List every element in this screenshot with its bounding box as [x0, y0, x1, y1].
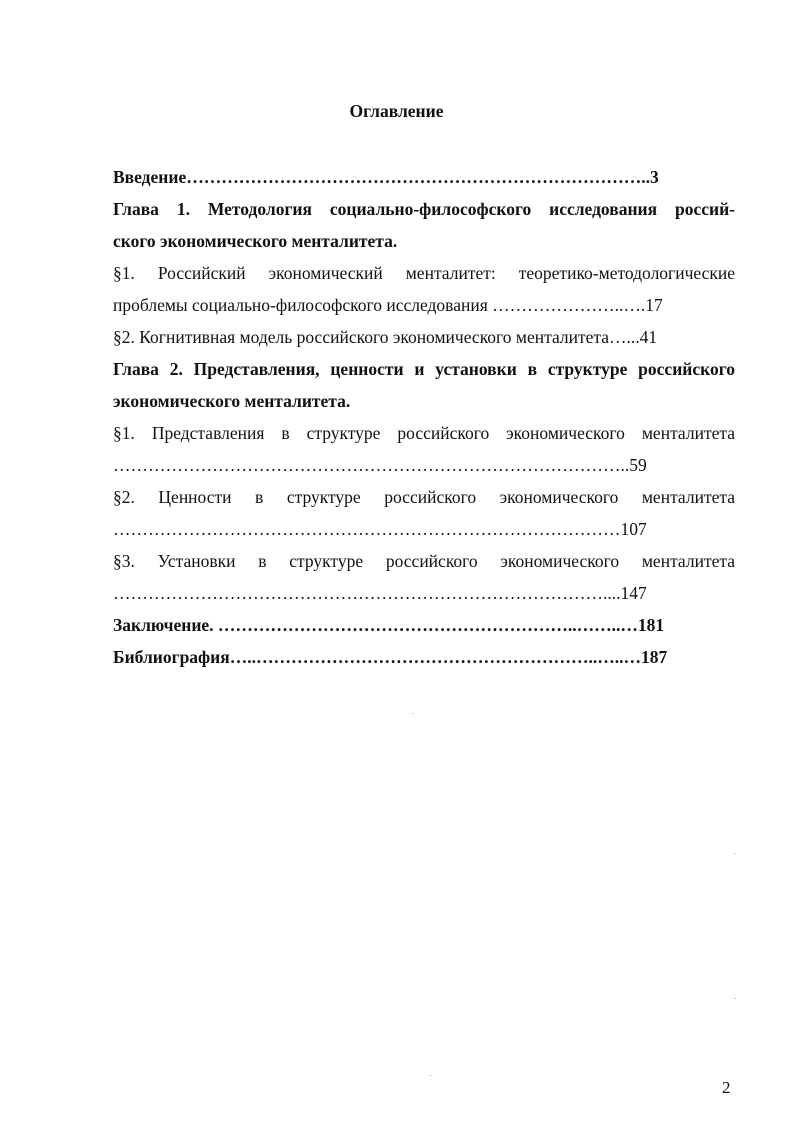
toc-ch2-section-2-line-1: §2. Ценности в структуре российского экономического менталитета	[113, 487, 735, 507]
page-number: 2	[722, 1078, 731, 1097]
toc-ch2-section-3-line-1: §3. Установки в структуре российского экономического менталитета	[113, 551, 735, 571]
toc-chapter-1-line-1: Глава 1. Методология социально-философского исследования россий-	[113, 199, 735, 219]
toc-ch1-section-1-line-1: §1. Российский экономический менталитет: теоретико-методологические	[113, 263, 735, 283]
toc-chapter-2-line-1: Глава 2. Представления, ценности и установки в структуре российского	[113, 359, 735, 379]
toc-ch2-section-2-line-2: ……………………………………………………………………………107	[113, 519, 647, 539]
toc-bibliography: Библиография…..…………………………………………………..…..…187	[113, 647, 668, 667]
scan-speck	[430, 1075, 431, 1076]
toc-chapter-2-line-2: экономического менталитета.	[113, 391, 351, 411]
toc-ch1-section-1-line-2: проблемы социально-философского исследования …………………..….17	[113, 295, 663, 315]
page-title: Оглавление	[349, 101, 444, 121]
toc-ch2-section-1-line-1: §1. Представления в структуре российского экономического менталитета	[113, 423, 735, 443]
scan-speck	[412, 713, 413, 714]
scan-speck	[735, 998, 736, 999]
toc-ch1-section-2: §2. Когнитивная модель российского экономического менталитета…...41	[113, 327, 658, 347]
toc-chapter-1-line-2: ского экономического менталитета.	[113, 231, 398, 251]
scan-speck	[734, 853, 735, 854]
toc-conclusion: Заключение. ……………………………………………………..……..…181	[113, 615, 665, 635]
toc-ch2-section-1-line-2: ……………………………………………………………………………..59	[113, 455, 647, 475]
toc-ch2-section-3-line-2: …………………………………………………………………………....147	[113, 583, 647, 603]
toc-intro: Введение……………………………………………………………………..3	[113, 167, 659, 187]
